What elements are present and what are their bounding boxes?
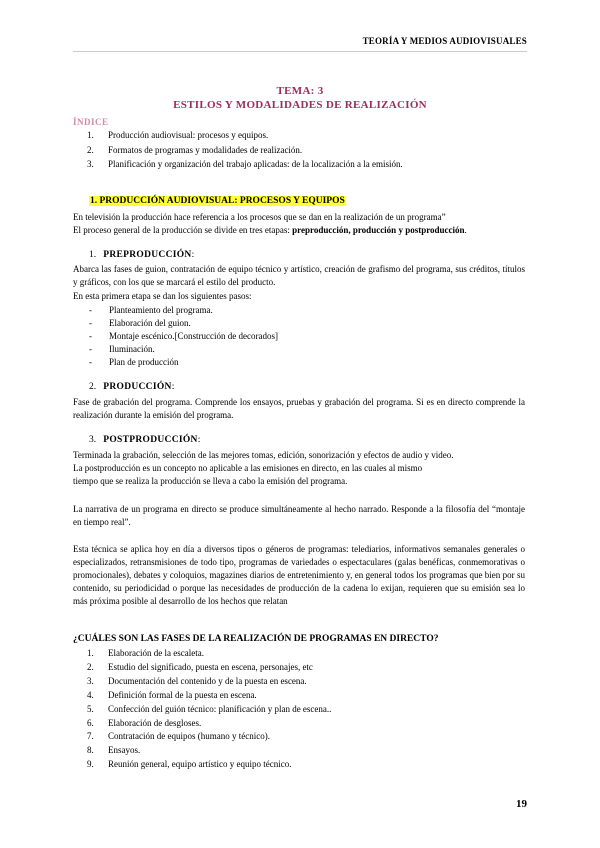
preproduccion-title: PREPRODUCCIÓN xyxy=(103,250,192,260)
list-item-text: Definición formal de la puesta en escena. xyxy=(108,689,257,700)
list-item-text: Estudio del significado, puesta en escena, personajes, etc xyxy=(108,661,313,672)
list-item-number: 1. xyxy=(87,648,94,658)
list-item-text: Ensayos. xyxy=(108,745,141,756)
postproduccion-colon: : xyxy=(197,435,201,445)
list-item-text: Confección del guión técnico: planificación y plan de escena.. xyxy=(108,703,332,714)
fases-question-heading: ¿CUÁLES SON LAS FASES DE LA REALIZACIÓN DE PROGRAMAS EN DIRECTO? xyxy=(73,634,439,644)
intro-stages-bold: preproducción, producción y postproducción xyxy=(292,225,465,235)
postproduccion-line-3: tiempo que se realiza la producción se lleva a cabo la emisión del programa. xyxy=(73,476,348,486)
indice-label: ÍNDICE xyxy=(73,117,109,127)
page-number: 19 xyxy=(516,798,527,810)
section-1-heading xyxy=(89,196,346,206)
list-item xyxy=(87,675,331,689)
list-item-text: Elaboración del guion. xyxy=(109,318,191,328)
produccion-number: 2. xyxy=(89,382,97,392)
toc-item xyxy=(87,143,403,158)
section-1-heading-text: 1. PRODUCCIÓN AUDIOVISUAL: PROCESOS Y EQUIPOS xyxy=(90,196,345,206)
running-header: TEORÍA Y MEDIOS AUDIOVISUALES xyxy=(362,36,527,46)
list-item-number: 4. xyxy=(87,689,94,700)
list-item-number: 9. xyxy=(87,759,94,770)
narrativa-paragraph: La narrativa de un programa en directo se produce simultáneamente al hecho narrado. Responde a la filosofía del “montaje en tiempo real”. xyxy=(73,504,525,527)
list-dash: - xyxy=(89,318,92,328)
list-item-number: 2. xyxy=(87,661,94,672)
toc-item-text: Formatos de programas y modalidades de realización. xyxy=(108,144,303,155)
list-item-text: Contratación de equipos (humano y técnico). xyxy=(108,731,270,742)
toc-item-number: 3. xyxy=(87,159,94,169)
list-item-text: Iluminación. xyxy=(109,344,155,354)
produccion-heading xyxy=(89,382,174,392)
section-1-intro xyxy=(73,211,525,237)
list-item xyxy=(87,717,331,731)
postproduccion-heading xyxy=(89,435,200,445)
list-item-text: Reunión general, equipo artístico y equipo técnico. xyxy=(108,759,292,770)
list-item xyxy=(87,758,331,772)
produccion-text: Fase de grabación del programa. Comprende los ensayos, pruebas y grabación del programa. Si es en directo comprende la realización durante la emisión del programa. xyxy=(73,397,525,420)
list-dash: - xyxy=(89,344,92,354)
preproduccion-number: 1. xyxy=(89,250,97,260)
toc-item xyxy=(87,128,403,143)
preproduccion-colon: : xyxy=(191,250,195,260)
list-item-number: 5. xyxy=(87,703,94,714)
list-item-number: 6. xyxy=(87,717,94,728)
list-item-text: Elaboración de desgloses. xyxy=(108,717,202,728)
tema-subtitle: ESTILOS Y MODALIDADES DE REALIZACIÓN xyxy=(173,99,427,111)
header-rule xyxy=(73,51,527,52)
list-item xyxy=(89,330,278,343)
postproduccion-text xyxy=(73,449,525,488)
tecnica-paragraph: Esta técnica se aplica hoy en día a diversos tipos o géneros de programas: telediarios, informativos semanales generales o especializados, retransmisiones de todo tipo, programas de variedades o espectaculares (galas benéficas, conmemorativas o promocionales), debates y coloquios, magazines diarios de entretenimiento y, en general todos los programas que bien por su contenido, su periodicidad o porque las necesidades de producción de la cadena lo exijan, requieren que su emisión sea lo más próxima posible al desarrollo de los hechos que relatan xyxy=(73,544,525,606)
postproduccion-title: POSTPRODUCCIÓN xyxy=(103,435,198,445)
list-item xyxy=(87,730,331,744)
list-item xyxy=(87,689,331,703)
tema-title: TEMA: 3 xyxy=(276,85,324,97)
intro-line-2 xyxy=(73,224,525,237)
list-item xyxy=(87,647,331,661)
list-item-text: Elaboración de la escaleta. xyxy=(108,648,204,658)
postproduccion-line-1: Terminada la grabación, selección de las mejores tomas, edición, sonorización y efectos de audio y video. xyxy=(73,450,454,460)
toc-item-number: 1. xyxy=(87,130,94,140)
fases-list xyxy=(87,647,331,772)
postproduccion-number: 3. xyxy=(89,435,97,445)
intro-line-2-suffix: . xyxy=(464,225,467,235)
list-item-number: 7. xyxy=(87,731,94,742)
list-dash: - xyxy=(89,331,92,341)
list-item xyxy=(87,703,331,717)
preproduccion-steps xyxy=(89,304,278,369)
list-item-text: Planteamiento del programa. xyxy=(109,305,213,315)
list-item xyxy=(87,744,331,758)
toc-item-text: Producción audiovisual: procesos y equipos. xyxy=(108,130,269,140)
list-item xyxy=(89,304,278,317)
preproduccion-steps-intro: En esta primera etapa se dan los siguientes pasos: xyxy=(73,291,252,301)
list-item xyxy=(87,661,331,675)
toc-item xyxy=(87,157,403,172)
list-item xyxy=(89,343,278,356)
produccion-title: PRODUCCIÓN xyxy=(103,382,172,392)
produccion-colon: : xyxy=(171,382,175,392)
intro-line-2-prefix: El proceso general de la producción se divide en tres etapas: xyxy=(73,225,293,235)
preproduccion-text: Abarca las fases de guion, contratación de equipo técnico y artístico, creación de grafismo del programa, sus créditos, títulos y gráficos, con los que se marcará el estilo del producto. xyxy=(73,264,525,287)
intro-line-1: En televisión la producción hace referencia a los procesos que se dan en la realización de un programa” xyxy=(73,212,446,222)
list-item-number: 3. xyxy=(87,675,94,686)
preproduccion-heading xyxy=(89,250,194,260)
postproduccion-line-2: La postproducción es un concepto no aplicable a las emisiones en directo, en las cuales al mismo xyxy=(73,463,423,473)
list-item xyxy=(89,317,278,330)
list-item-text: Documentación del contenido y de la puesta en escena. xyxy=(108,675,307,686)
list-item xyxy=(89,356,278,369)
list-dash: - xyxy=(89,305,92,315)
list-dash: - xyxy=(89,357,92,367)
table-of-contents xyxy=(87,128,403,172)
list-item-text: Plan de producción xyxy=(109,357,179,367)
toc-item-number: 2. xyxy=(87,144,94,155)
list-item-number: 8. xyxy=(87,745,94,756)
list-item-text: Montaje escénico.[Construcción de decorados] xyxy=(109,331,278,341)
toc-item-text: Planificación y organización del trabajo aplicadas: de la localización a la emisión. xyxy=(108,159,403,169)
